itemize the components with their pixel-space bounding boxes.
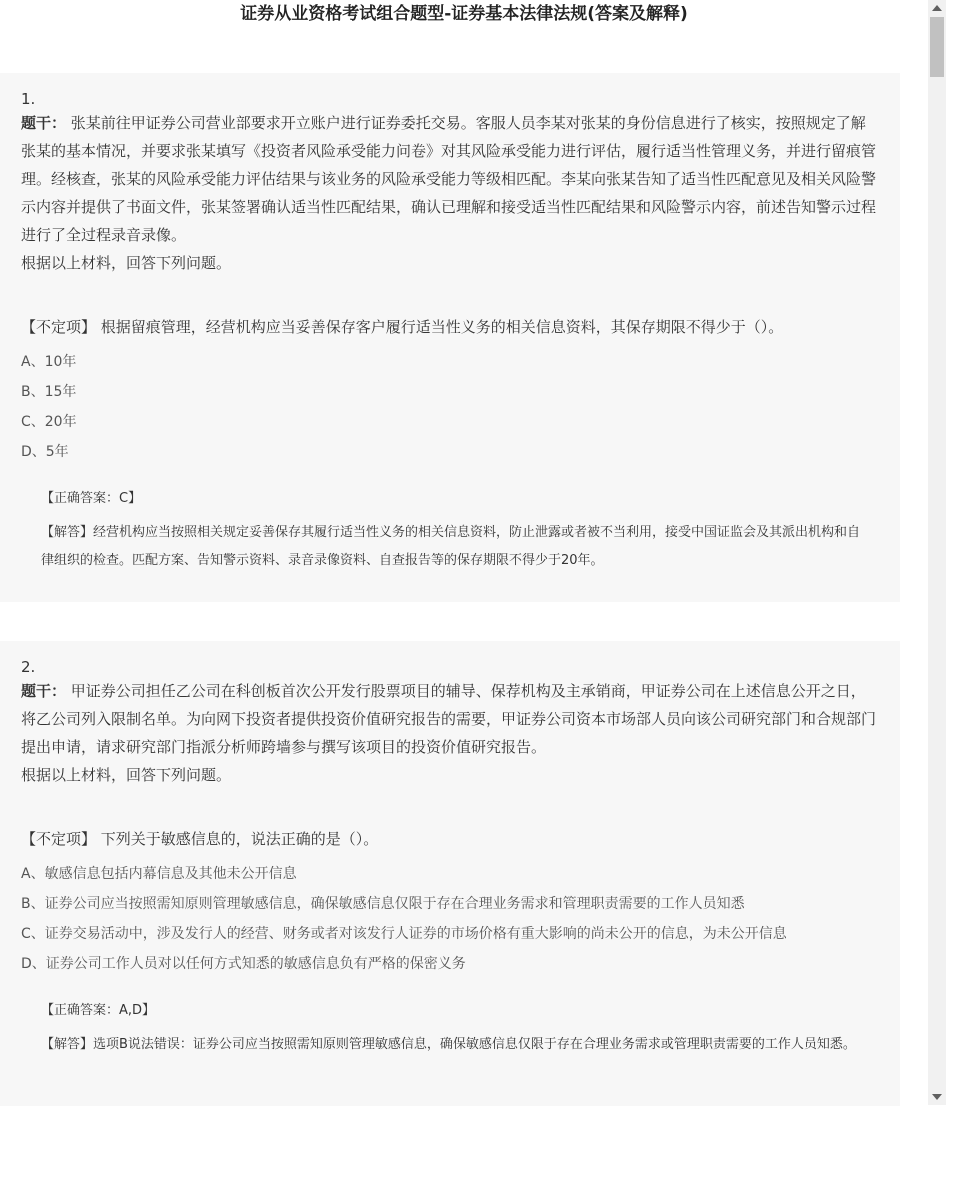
option-b: B、证券公司应当按照需知原则管理敏感信息，确保敏感信息仅限于存在合理业务需求和管理职责需要的工作人员知悉 — [21, 896, 745, 912]
option-d: D、5年 — [21, 444, 69, 460]
options-list — [21, 859, 878, 979]
option-b: B、15年 — [21, 384, 77, 400]
scroll-up-arrow-icon[interactable] — [932, 5, 942, 11]
correct-answer: 【正确答案：C】 — [41, 491, 142, 506]
stem-prompt: 根据以上材料，回答下列问题。 — [21, 254, 232, 272]
question-text: 【不定项】 下列关于敏感信息的，说法正确的是（）。 — [21, 830, 379, 848]
correct-answer: 【正确答案：A,D】 — [41, 1003, 156, 1018]
stem-label: 题干： — [21, 682, 67, 700]
scroll-down-arrow-icon[interactable] — [932, 1094, 942, 1100]
question-text: 【不定项】 根据留痕管理，经营机构应当妥善保存客户履行适当性义务的相关信息资料，其保存期限不得少于（）。 — [21, 318, 784, 336]
option-d: D、证券公司工作人员对以任何方式知悉的敏感信息负有严格的保密义务 — [21, 956, 466, 972]
vertical-scrollbar[interactable] — [928, 0, 946, 1105]
stem-text: 张某前往甲证券公司营业部要求开立账户进行证券委托交易。客服人员李某对张某的身份信息进行了核实，按照规定了解张某的基本情况，并要求张某填写《投资者风险承受能力问卷》对其风险承受能力进行评估，履行适当性管理义务，并进行留痕管理。经核查，张某的风险承受能力评估结果与该业务的风险承受能力等级相匹配。李某向张某告知了适当性匹配意见及相关风险警示内容并提供了书面文件，张某签署确认适当性匹配结果，确认已理解和接受适当性匹配结果和风险警示内容，前述告知警示过程进行了全过程录音录像。 — [21, 114, 877, 244]
scrollbar-thumb[interactable] — [930, 17, 944, 77]
option-a: A、10年 — [21, 354, 77, 370]
question-number: 1. — [21, 90, 36, 108]
stem-text: 甲证券公司担任乙公司在科创板首次公开发行股票项目的辅导、保荐机构及主承销商，甲证券公司在上述信息公开之日，将乙公司列入限制名单。为向网下投资者提供投资价值研究报告的需要，甲证券公司资本市场部人员向该公司研究部门和合规部门提出申请，请求研究部门指派分析师跨墙参与撰写该项目的投资价值研究报告。 — [21, 682, 877, 756]
option-a: A、敏感信息包括内幕信息及其他未公开信息 — [21, 866, 297, 882]
explanation: 【解答】选项B说法错误：证券公司应当按照需知原则管理敏感信息，确保敏感信息仅限于存在合理业务需求或管理职责需要的工作人员知悉。 — [41, 1037, 856, 1052]
stem-label: 题干： — [21, 114, 67, 132]
question-stem — [21, 109, 878, 249]
page-title: 证券从业资格考试组合题型-证券基本法律法规(答案及解释) — [240, 4, 688, 24]
question-card — [0, 73, 900, 602]
explanation: 【解答】经营机构应当按照相关规定妥善保存其履行适当性义务的相关信息资料，防止泄露或者被不当利用，接受中国证监会及其派出机构和自律组织的检查。匹配方案、告知警示资料、录音录像资料、自查报告等的保存期限不得少于20年。 — [41, 525, 861, 568]
question-stem — [21, 677, 878, 761]
option-c: C、20年 — [21, 414, 77, 430]
stem-prompt: 根据以上材料，回答下列问题。 — [21, 766, 232, 784]
question-number: 2. — [21, 658, 36, 676]
question-card — [0, 641, 900, 1106]
options-list — [21, 347, 878, 467]
option-c: C、证券交易活动中，涉及发行人的经营、财务或者对该发行人证券的市场价格有重大影响的尚未公开的信息，为未公开信息 — [21, 926, 787, 942]
